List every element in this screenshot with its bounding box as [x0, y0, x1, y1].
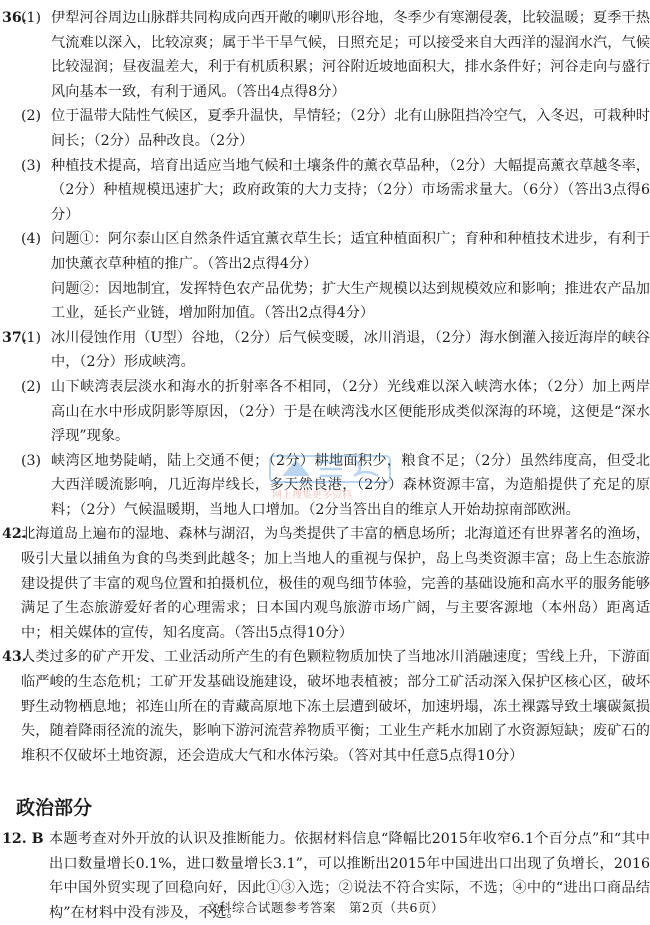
answer-item: (3) 种植技术提高，培育出适应当地气候和土壤条件的薰衣草品种，（2分）大幅提高薰衣草越冬率，（2分）种植规模迅速扩大；政府政策的大力支持；（2分）市场需求量大。（6分）（答出3点得6分）	[21, 157, 650, 223]
answer-item: (1) 冰川侵蚀作用（U型）谷地，（2分）后气候变暖，冰川消退，（2分）海水倒灌入接近海岸的峡谷中，（2分）形成峡湾。	[21, 329, 650, 371]
watermark-text: 网上搜集更多资料	[272, 490, 352, 501]
answer-item: (4) 问题①：阿尔泰山区自然条件适宜薰衣草生长；适宜种植面积广；育种和种植技术进步，有利于加快薰衣草种植的推广。（答出2点得4分）	[21, 231, 650, 272]
section-title-politics: 政治部分	[16, 797, 93, 820]
answer-item: (2) 山下峡湾表层淡水和海水的折射率各不相同，（2分）光线难以深入峡湾水体；（2分）加上两岸高山在水中形成阴影等原因，（2分）于是在峡湾浅水区便能形成类似深海的环境，这便是“深水浮现”现象。	[21, 378, 650, 445]
answer-item: (1) 伊犁河谷周边山脉群共同构成向西开敞的喇叭形谷地，冬季少有寒潮侵袭，比较温暖；夏季干热气流难以深入，比较凉爽；属于半干旱气候，日照充足；可以接受来自大西洋的湿润水汽，气候比较湿润；昼夜温差大，利于有机质积累；河谷附近坡地面积大，排水条件好；河谷走向与盛行风向基本一致，有利于通风。（答出4点得8分）	[21, 10, 650, 100]
answer-text: 北海道岛上遍布的湿地、森林与湖沼，为鸟类提供了丰富的栖息场所；北海道还有世界著名的渔场，吸引大量以捕鱼为食的鸟类到此越冬；加上当地人的重视与保护，岛上鸟类资源丰富；岛上生态旅游建设提供了丰富的观鸟位置和拍摄机位，极佳的观鸟细节体验，完善的基础设施和高水平的服务能够满足了生态旅游爱好者的心理需求；日本国内观鸟旅游市场广阔，与主要客源地（本州岛）距离适中；相关媒体的宣传，知名度高。（答出5点得10分）	[21, 526, 650, 641]
question-number: 12. B	[2, 831, 44, 847]
answer-item: 问题②：因地制宜，发挥特色农产品优势；扩大生产规模以达到规模效应和影响；推进农产品加工业，延长产业链，增加附加值。（答出2点得4分）	[51, 280, 650, 322]
question-number: 37.	[2, 329, 27, 346]
page-footer: 文科综合试题参考答案 第2页（共6页）	[206, 900, 444, 915]
answer-item: (2) 位于温带大陆性气候区，夏季升温快，旱情轻；（2分）北有山脉阻挡冷空气，入冬迟，可栽种时间长；（2分）品种改良。（2分）	[21, 108, 650, 149]
question-number: 42.	[2, 526, 27, 543]
question-42	[0, 522, 650, 645]
answer-item: (3) 峡湾区地势陡峭，陆上交通不便；（2分）耕地面积少，粮食不足；（2分）虽然纬度高，但受北大西洋暖流影响，几近海岸线长，多天然良港，（2分）森林资源丰富，为造船提供了充足的原料；（2分）气候温暖期，当地人口增加。（2分当答出自的维京人开始劫掠南部欧洲。	[21, 452, 650, 518]
question-number: 43.	[2, 649, 27, 666]
answer-text: 本题考查对外开放的认识及推断能力。依据材料信息“降幅比2015年收窄6.1个百分点”和“其中出口数量增长0.1%，进口数量增长3.1”，可以推断出2015年中国进出口出现了负增长，2016年中国外贸实现了回稳向好，因此①③入选；②说法不符合实际，不选；④中的“进出口商品结构”在材料中没有涉及，不选。	[49, 831, 650, 921]
question-43	[0, 645, 650, 768]
answer-text: 人类过多的矿产开发、工业活动所产生的有色颗粒物质加快了当地冰川消融速度；雪线上升，下游面临严峻的生态危机；工矿开发基础设施建设，破坏地表植被；部分工矿活动深入保护区核心区，破坏野生动物栖息地；祁连山所在的青藏高原地下冻土层遭到破坏，加速坍塌，冻土裸露导致土壤碳氮损失，随着降雨径流的流失，影响下游河流营养物质平衡；工业生产耗水加剧了水资源短缺；废矿石的堆积不仅破坏土地资源，还会造成大气和水体污染。（答对其中任意5点得10分）	[21, 649, 650, 764]
watermark-logo	[262, 450, 397, 505]
question-36	[0, 6, 650, 326]
question-number: 36.	[2, 10, 27, 26]
